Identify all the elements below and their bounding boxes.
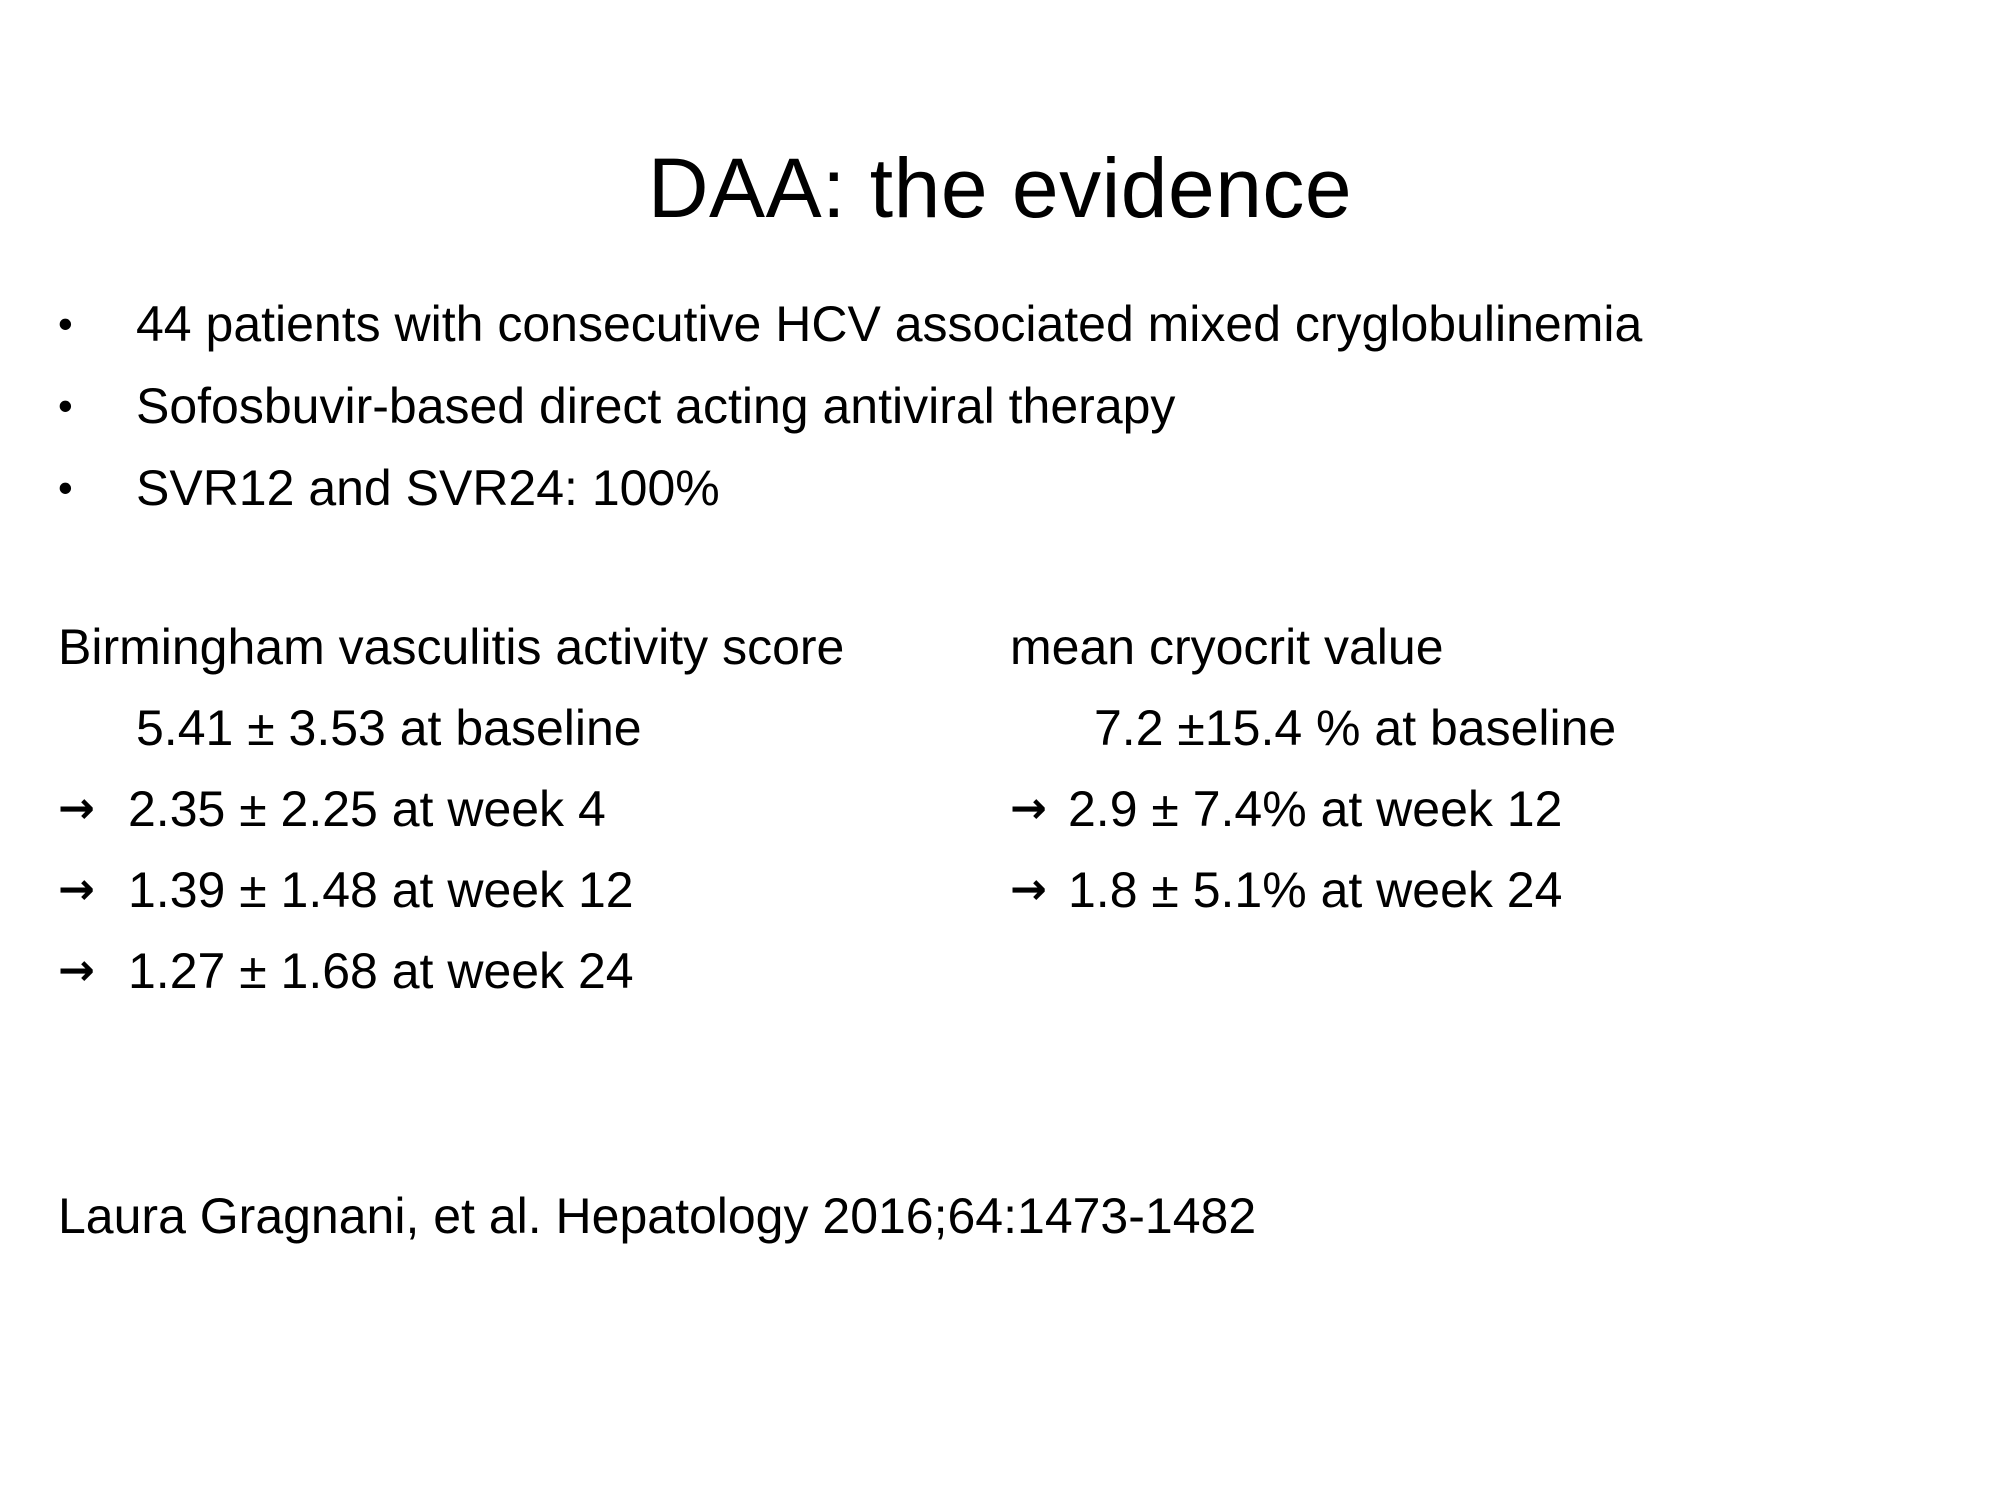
right-arrow-icon: → <box>1010 783 1047 834</box>
slide-title: DAA: the evidence <box>647 141 1353 235</box>
bvas-baseline: 5.41 ± 3.53 at baseline <box>136 700 642 756</box>
bullet-icon: • <box>58 382 73 429</box>
bullet-text: Sofosbuvir-based direct acting antiviral therapy <box>136 378 1176 434</box>
bvas-heading: Birmingham vasculitis activity score <box>58 619 845 675</box>
right-arrow-icon: → <box>58 864 95 915</box>
right-arrow-icon: → <box>58 783 95 834</box>
bullet-text: 44 patients with consecutive HCV associated mixed cryglobulinemia <box>136 296 1643 352</box>
bvas-week12: 1.39 ± 1.48 at week 12 <box>128 862 634 918</box>
right-arrow-icon: → <box>1010 864 1047 915</box>
cryocrit-baseline: 7.2 ±15.4 % at baseline <box>1094 700 1617 756</box>
bvas-week4: 2.35 ± 2.25 at week 4 <box>128 781 606 837</box>
bullet-icon: • <box>58 464 73 511</box>
bvas-week24: 1.27 ± 1.68 at week 24 <box>128 943 634 999</box>
bullet-icon: • <box>58 300 73 347</box>
citation: Laura Gragnani, et al. Hepatology 2016;64:1473-1482 <box>58 1188 1257 1244</box>
cryocrit-heading: mean cryocrit value <box>1010 619 1444 675</box>
bullet-text: SVR12 and SVR24: 100% <box>136 460 720 516</box>
cryocrit-week24: 1.8 ± 5.1% at week 24 <box>1068 862 1563 918</box>
right-arrow-icon: → <box>58 945 95 996</box>
cryocrit-week12: 2.9 ± 7.4% at week 12 <box>1068 781 1563 837</box>
